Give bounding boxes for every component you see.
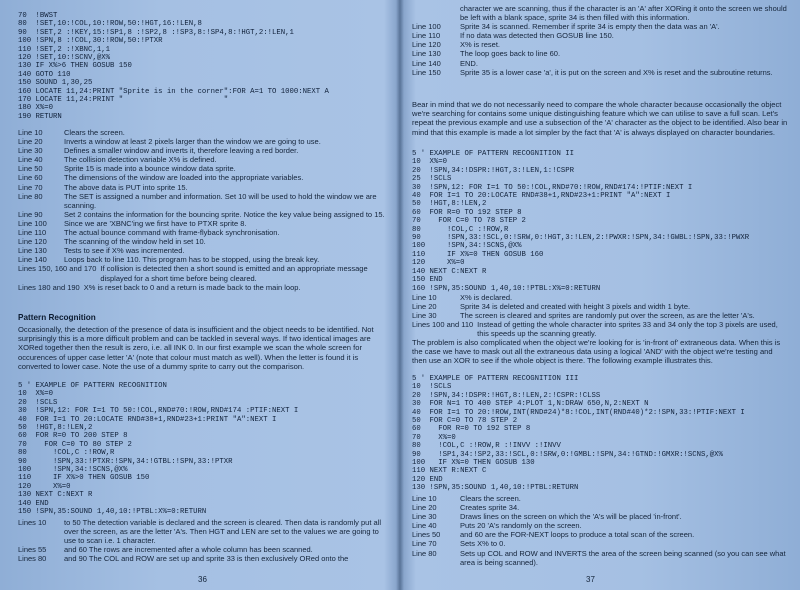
code-line: 110 IF X%=0 THEN GOSUB 160 — [412, 250, 544, 259]
paragraph-text: Bear in mind that we do not necessarily need to compare the whole character because occasionally the object we're searching for contains some unique distinguishing feature which we can utilise to save a full scan. Let's repeat the previous example and use a subsection of the 'A' character as the object to be identified. Also bear in mind that this example is made a lot simpler by the fact that 'A' is always displayed on character boundaries. — [412, 100, 788, 137]
explanation-row — [18, 164, 390, 173]
code-line: 130 NEXT C:NEXT R — [18, 491, 93, 500]
line-explanations-1 — [18, 128, 390, 292]
line-ref: Line 60 — [18, 173, 43, 183]
line-ref: Line 100 — [412, 22, 441, 32]
line-description: The scanning of the window held in set 10. — [64, 237, 206, 247]
code-line: 120 !SET,10:!SCNV,@X% — [18, 54, 110, 63]
section-heading: Pattern Recognition — [18, 313, 96, 322]
line-ref: Line 20 — [412, 503, 437, 513]
line-ref: Lines 55 — [18, 545, 47, 555]
line-description: Sprite 34 is deleted and created with height 3 pixels and width 1 byte. — [460, 302, 691, 312]
explanation-row — [18, 554, 390, 563]
line-description: Sets X% to 0. — [460, 539, 506, 549]
line-description: X% is declared. — [460, 293, 513, 302]
line-description: The above data is PUT into sprite 15. — [64, 182, 188, 192]
code-line: 80 !COL,C :!ROW,R :!INVV :!INVV — [412, 442, 561, 451]
explanation-row — [412, 40, 788, 49]
page-number-right: 37 — [586, 575, 595, 584]
code-line: 90 !SET,2 :!KEY,15:!SP1,8 :!SP2,8 :!SP3,8:!SP4,8:!HGT,2:!LEN,1 — [18, 28, 294, 37]
code-line: 25 !SCLS — [412, 175, 452, 184]
paragraph-text: Occasionally, the detection of the presence of data is insufficient and the object needs to be identified. Not surprisingly this is a more difficult problem and can be tackled in several ways. If two identical images are XORed together then the result is zero, i.e. all INK 0. In our first example we scan the whole screen for occurences of upper case letter 'A' (note that colour must match as well). When the letter is found it is converted to lower case. Note the use of a dummy sprite to carry out the comparison. — [18, 325, 374, 371]
code-line: 120 X%=0 — [18, 482, 71, 491]
code-line: 10 !SCLS — [412, 383, 452, 392]
explanation-row — [412, 503, 788, 512]
code-line: 130 IF X%>6 THEN GOSUB 150 — [18, 62, 132, 71]
line-description: Sprite 35 is a lower case 'a', it is put on the screen and X% is reset and the subroutine returns. — [460, 67, 773, 77]
line-ref: Line 10 — [18, 128, 43, 137]
code-line: 40 FOR I=1 TO 20:LOCATE RND#38+1,RND#23+1:PRINT "A":NEXT I — [412, 192, 671, 201]
explanation-row — [18, 283, 390, 292]
line-ref: Line 10 — [412, 293, 437, 302]
line-description: Clears the screen. — [460, 494, 521, 503]
line-ref — [412, 4, 460, 22]
line-ref: Line 10 — [412, 494, 437, 503]
line-description: Tests to see if X% was incremented. — [64, 246, 185, 256]
line-description: Draws lines on the screen on which the 'A's will be placed 'in-front'. — [460, 512, 682, 522]
code-line: 140 NEXT C:NEXT R — [412, 267, 487, 276]
code-line: 120 X%=0 — [412, 259, 465, 268]
line-ref: Line 140 — [18, 255, 47, 265]
line-ref: Lines 10 — [18, 518, 47, 527]
code-line: 160 LOCATE 11,24:PRINT "Sprite is in the corner":FOR A=1 TO 1000:NEXT A — [18, 87, 329, 96]
code-line: 5 ' EXAMPLE OF PATTERN RECOGNITION II — [412, 150, 575, 158]
code-listing-4 — [412, 375, 745, 493]
line-ref: Line 30 — [18, 146, 43, 156]
line-description: Defines a smaller window and inverts it, therefore leaving a red border. — [64, 146, 299, 156]
code-line: 80 !COL,C :!ROW,R — [412, 225, 509, 234]
line-ref: Line 110 — [412, 31, 441, 41]
code-line: 160 !SPN,35:SOUND 1,40,10:!PTBL:X%=0:RETURN — [412, 284, 601, 293]
page-number-left: 36 — [198, 575, 207, 584]
code-line: 110 NEXT R:NEXT C — [412, 467, 487, 476]
code-line: 60 FOR R=0 TO 192 STEP 8 — [412, 425, 531, 434]
line-description: END. — [460, 58, 478, 68]
explanation-row — [18, 137, 390, 146]
explanation-row — [412, 549, 788, 567]
line-description: The dimensions of the window are loaded into the appropriate variables. — [64, 173, 304, 183]
explanation-row — [412, 302, 788, 311]
code-line: 80 !SET,10:!COL,10:!ROW,50:!HGT,16:!LEN,8 — [18, 20, 202, 29]
code-line: 190 RETURN — [18, 112, 62, 121]
code-line: 30 !SPN,12: FOR I=1 TO 50:!COL,RND#70:!ROW,RND#174:!PTIF:NEXT I — [412, 183, 693, 192]
code-listing-1 — [18, 12, 329, 121]
line-description: If no data was detected then GOSUB line 150. — [460, 31, 614, 41]
line-ref: Line 100 — [18, 218, 47, 228]
line-ref: Line 80 — [18, 191, 43, 201]
code-line: 100 !SPN,34:!SCNS,@X% — [18, 466, 128, 475]
code-line: 150 END — [412, 276, 443, 285]
line-description: Puts 20 'A's randomly on the screen. — [460, 521, 582, 531]
code-line: 40 FOR I=1 TO 20:LOCATE RND#38+1,RND#23+1:PRINT "A":NEXT I — [18, 415, 277, 424]
explanation-row — [18, 128, 390, 137]
line-explanations-2 — [18, 518, 390, 563]
line-ref: Lines 180 and 190 — [18, 282, 80, 292]
line-ref: Line 40 — [18, 155, 43, 165]
line-explanations-4 — [412, 494, 788, 567]
code-line: 30 FOR N=1 TO 400 STEP 4:PLOT 1,N:DRAW 650,N,2:NEXT N — [412, 400, 649, 409]
line-description: X% is reset back to 0 and a return is made back to the main loop. — [83, 282, 301, 292]
line-description: Loops back to line 110. This program has to be stopped, using the break key. — [64, 255, 320, 265]
explanation-row — [18, 545, 390, 554]
code-line: 100 !SPN,34:!SCNS,@X% — [412, 242, 522, 251]
line-description: Sets up COL and ROW and INVERTS the area of the screen being scanned (so you can see what area is being scanned). — [460, 548, 786, 567]
code-line: 90 !SPN,33:!PTXR:!SPN,34:!GTBL:!SPN,33:!PTXR — [18, 457, 233, 466]
line-description: The screen is cleared and sprites are randomly put over the screen, as are the letter 'A's. — [460, 311, 755, 321]
code-line: 40 FOR I=1 TO 20:!ROW,INT(RND#24)*8:!COL,INT(RND#40)*2:!SPN,33:!PTIF:NEXT I — [412, 408, 745, 417]
line-explanations-3 — [412, 293, 788, 338]
line-ref: Line 140 — [412, 58, 441, 68]
explanation-row — [412, 320, 788, 338]
code-line: 20 !SPN,34:!DSPR:!HGT,3:!LEN,1:!CSPR — [412, 166, 575, 175]
explanation-row — [412, 31, 788, 40]
line-ref: Lines 50 — [412, 530, 441, 540]
line-ref: Line 90 — [18, 209, 43, 219]
code-line: 110 IF X%>0 THEN GOSUB 150 — [18, 474, 150, 483]
code-line: 150 SOUND 1,30,25 — [18, 79, 93, 88]
explanation-row — [412, 539, 788, 548]
line-description: and 60 are the FOR-NEXT loops to produce a total scan of the screen. — [460, 530, 695, 540]
line-ref: Line 130 — [18, 246, 47, 256]
code-line: 60 FOR R=0 TO 200 STEP 8 — [18, 432, 128, 441]
line-ref: Line 80 — [412, 548, 437, 558]
code-line: 140 GOTO 110 — [18, 70, 71, 79]
code-line: 70 !BWST — [18, 12, 58, 20]
line-description: Inverts a window at least 2 pixels larger than the window we are going to use. — [64, 137, 321, 147]
line-description: Since we are 'XBNC'ing we first have to PTXR sprite 8. — [64, 218, 247, 228]
line-description: Set 2 contains the information for the bouncing sprite. Notice the key value being assigned to 15. — [64, 209, 385, 219]
explanation-row — [412, 494, 788, 503]
explanation-row — [412, 68, 788, 77]
line-description: and 60 The rows are incremented after a whole column has been scanned. — [64, 545, 313, 555]
code-line: 170 LOCATE 11,24:PRINT " " — [18, 96, 229, 105]
explanation-row — [18, 173, 390, 182]
explanation-row — [18, 192, 390, 210]
code-line: 50 !HGT,8:!LEN,2 — [412, 200, 487, 209]
line-ref: Line 40 — [412, 521, 437, 531]
line-description: The loop goes back to line 60. — [460, 49, 561, 59]
line-description: to 50 The detection variable is declared and the screen is cleared. Then data is randomly put all over the screen, as are the letter 'A's. Then HGT and LEN are set to the values we are going to use to scan i.e. 1 character. — [64, 518, 381, 546]
line-ref: Line 70 — [18, 182, 43, 192]
code-line: 100 IF X%=0 THEN GOSUB 130 — [412, 459, 535, 468]
code-line: 20 !SPN,34:!DSPR:!HGT,8:!LEN,2:!CSPR:!CLSS — [412, 391, 601, 400]
explanation-row — [412, 293, 788, 302]
explanation-row — [412, 311, 788, 320]
line-description: character we are scanning, thus if the character is an 'A' after XORing it onto the screen we should be left with a blank space, sprite 34 is then filled with this information. — [460, 4, 787, 23]
line-description: The collision detection variable X% is defined. — [64, 155, 217, 165]
code-line: 100 !SPN,8 :!COL,30:!ROW,50:!PTXR — [18, 37, 163, 46]
line-ref: Line 120 — [18, 237, 47, 247]
paragraph-text: The problem is also complicated when the object we're looking for is 'in-front of' extraneous data. When this is the case we have to mask out all the extraneous data using a logical 'AND' with the object we're testing and then use an XOR to see if the whole object is there. The following example illustrates this. — [412, 338, 781, 366]
paragraph-bear-in-mind — [412, 100, 788, 137]
line-description: Instead of getting the whole character into sprites 33 and 34 only the top 3 pixels are used, this speeds up the scanning greatly. — [477, 320, 778, 339]
line-description: Sprite 34 is scanned. Remember if sprite 34 is empty then the data was an 'A'. — [460, 22, 720, 32]
line-ref: Line 130 — [412, 49, 441, 59]
line-description: The SET is assigned a number and information. Set 10 will be used to hold the window we are scanning. — [64, 191, 377, 210]
line-description: Creates sprite 34. — [460, 503, 520, 513]
line-ref: Line 70 — [412, 539, 437, 549]
explanation-row — [18, 228, 390, 237]
code-line: 80 !COL,C :!ROW,R — [18, 449, 115, 458]
explanation-row — [18, 155, 390, 164]
code-line: 70 FOR C=0 TO 78 STEP 2 — [412, 217, 526, 226]
code-line: 20 !SCLS — [18, 398, 58, 407]
code-line: 70 X%=0 — [412, 433, 456, 442]
explanation-row — [412, 521, 788, 530]
line-description: X% is reset. — [460, 40, 501, 50]
explanation-row — [18, 255, 390, 264]
explanation-row — [412, 22, 788, 31]
code-line: 180 X%=0 — [18, 104, 54, 113]
code-line: 140 END — [18, 499, 49, 508]
code-line: 70 FOR C=0 TO 80 STEP 2 — [18, 440, 132, 449]
code-line: 5 ' EXAMPLE OF PATTERN RECOGNITION — [18, 382, 167, 390]
code-line: 10 X%=0 — [412, 158, 448, 167]
right-page — [400, 0, 800, 590]
explanation-row — [18, 518, 390, 545]
page-fold — [396, 0, 404, 590]
code-line: 150 !SPN,35:SOUND 1,40,10:!PTBL:X%=0:RETURN — [18, 508, 207, 517]
code-line: 120 END — [412, 475, 443, 484]
line-description: The actual bounce command with frame-flyback synchronisation. — [64, 228, 280, 238]
line-ref: Line 20 — [412, 302, 437, 312]
explanation-row — [18, 237, 390, 246]
code-line: 90 !SP1,34:!SP2,33:!SCL,0:!SRW,0:!GMBL:!SPN,34:!GTND:!GMXR:!SCNS,@X% — [412, 450, 723, 459]
line-ref: Line 50 — [18, 164, 43, 174]
code-line: 30 !SPN,12: FOR I=1 TO 50:!COL,RND#70:!ROW,RND#174 :PTIF:NEXT I — [18, 407, 299, 416]
explanation-row — [18, 246, 390, 255]
code-line: 130 !SPN,35:SOUND 1,40,10:!PTBL:RETURN — [412, 484, 579, 493]
line-ref: Line 30 — [412, 512, 437, 522]
code-listing-2 — [18, 382, 298, 517]
explanation-row — [412, 4, 788, 22]
line-description: Clears the screen. — [64, 128, 125, 137]
line-ref: Line 150 — [412, 67, 441, 77]
explanation-row — [412, 530, 788, 539]
explanation-row — [18, 146, 390, 155]
line-ref: Line 20 — [18, 137, 43, 147]
line-ref: Line 30 — [412, 311, 437, 321]
line-ref: Lines 100 and 110 — [412, 320, 474, 330]
code-line: 60 FOR R=0 TO 192 STEP 8 — [412, 208, 522, 217]
explanation-row — [412, 59, 788, 68]
code-line: 5 ' EXAMPLE OF PATTERN RECOGNITION III — [412, 375, 579, 383]
line-ref: Lines 80 — [18, 554, 47, 564]
explanation-row — [18, 183, 390, 192]
explanation-row — [18, 219, 390, 228]
line-ref: Lines 150, 160 and 170 — [18, 264, 97, 274]
line-description: Sprite 15 is made into a bounce window data sprite. — [64, 164, 236, 174]
continued-explanations — [412, 4, 788, 77]
code-line: 110 !SET,2 :!XBNC,1,1 — [18, 45, 110, 54]
code-line: 50 FOR C=0 TO 78 STEP 2 — [412, 417, 518, 426]
explanation-row — [18, 264, 390, 282]
explanation-row — [412, 512, 788, 521]
code-line: 90 !SPN,33:!SCL,0:!SRW,0:!HGT,3:!LEN,2:!PWXR:!SPN,34:!GWBL:!SPN,33:!PWXR — [412, 234, 750, 243]
paragraph-problem — [412, 338, 788, 366]
code-listing-3 — [412, 150, 749, 293]
code-line: 10 X%=0 — [18, 390, 54, 399]
explanation-row — [18, 210, 390, 219]
line-description: If collision is detected then a short sound is emitted and an appropriate message displayed for a short time before being cleared. — [100, 264, 368, 283]
line-ref: Line 120 — [412, 40, 441, 50]
code-line: 50 !HGT,8:!LEN,2 — [18, 424, 93, 433]
intro-paragraph — [18, 325, 390, 371]
line-description: and 90 The COL and ROW are set up and sprite 33 is then exclusively ORed onto the — [64, 554, 349, 564]
explanation-row — [412, 49, 788, 58]
line-ref: Line 110 — [18, 228, 47, 238]
